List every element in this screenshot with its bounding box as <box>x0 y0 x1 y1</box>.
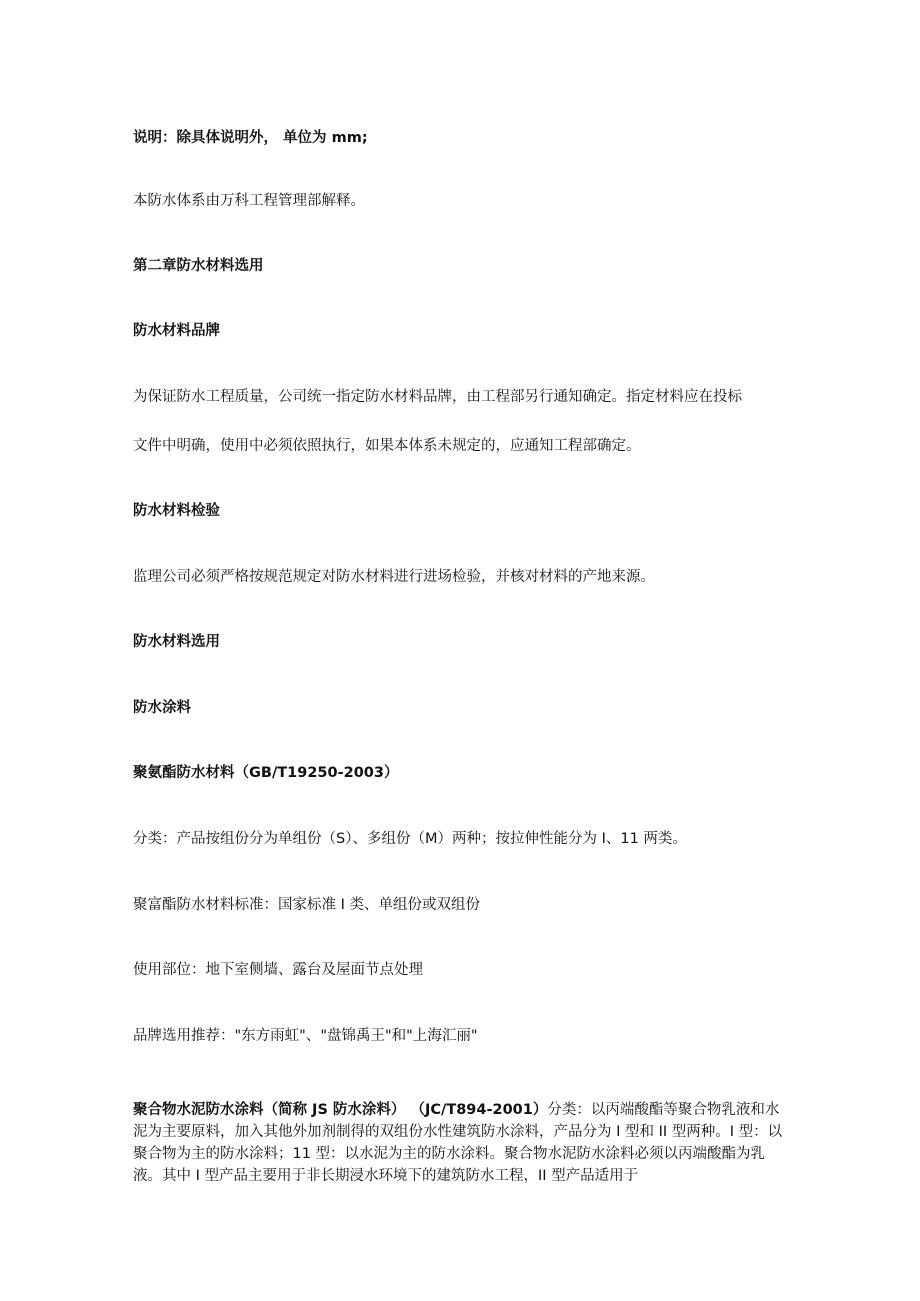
standard-paragraph: 聚富酯防水材料标准：国家标准 I 类、单组份或双组份 <box>133 897 480 913</box>
section-heading-polyurethane: 聚氨酯防水材料（GB/T19250-2003） <box>133 765 399 781</box>
chapter-heading: 第二章防水材料选用 <box>133 258 264 274</box>
section-heading-coatings: 防水涂料 <box>133 700 191 716</box>
usage-paragraph: 使用部位：地下室侧墙、露台及屋面节点处理 <box>133 962 423 978</box>
js-coating-title: 聚合物水泥防水涂料（简称 JS 防水涂料） （JC/T894-2001） <box>133 1102 548 1118</box>
classification-paragraph: 分类：产品按组份分为单组份（S）、多组份（M）两种；按拉伸性能分为 I、11 两类。 <box>133 831 687 847</box>
js-coating-paragraph <box>133 1099 785 1187</box>
js-coating-body: 分类：以丙端酸酯等聚合物乳液和水泥为主要原料，加入其他外加剂制得的双组份水性建筑防水涂料，产品分为 I 型和 II 型两种。I 型：以聚合物为主的防水涂料；11 型：以水泥为主的防水涂料。聚合物水泥防水涂料必须以丙端酸酯为乳液。其中 I 型产品主要用于非长期浸水环境下的建筑防水工程，II 型产品适用于 <box>133 1102 783 1184</box>
note-units: 说明：除具体说明外， 单位为 mm; <box>133 130 368 146</box>
section-heading-selection: 防水材料选用 <box>133 634 220 650</box>
section-heading-brand: 防水材料品牌 <box>133 323 220 339</box>
inspection-paragraph: 监理公司必须严格按规范规定对防水材料进行进场检验，并核对材料的产地来源。 <box>133 569 655 585</box>
brand-recommendation: 品牌选用推荐："东方雨虹"、"盘锦禹王"和"上海汇丽" <box>133 1028 478 1044</box>
brand-paragraph-line-2: 文件中明确，使用中必须依照执行，如果本体系未规定的，应通知工程部确定。 <box>133 438 641 454</box>
note-interpretation: 本防水体系由万科工程管理部解释。 <box>133 193 365 209</box>
brand-paragraph-line-1: 为保证防水工程质量，公司统一指定防水材料品牌，由工程部另行通知确定。指定材料应在投标 <box>133 389 742 405</box>
section-heading-inspection: 防水材料检验 <box>133 503 220 519</box>
